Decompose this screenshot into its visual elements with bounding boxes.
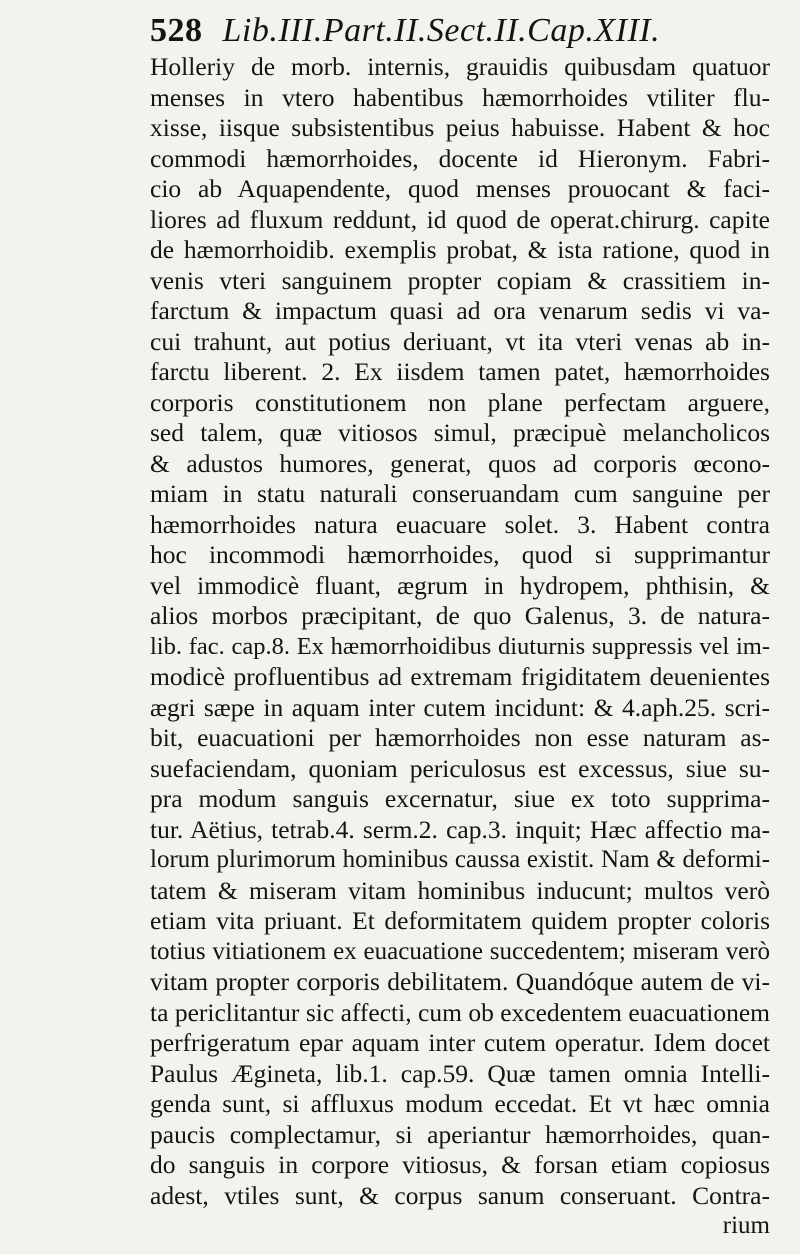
text-line: bit, euacuationi per hæmorrhoides non esse naturam as- (150, 723, 770, 752)
text-line: perfrigeratum epar aquam inter cutem operatur. Idem docet (150, 1028, 770, 1057)
text-line: ta periclitantur sic affecti, cum ob excedentem euacuationem (150, 997, 770, 1027)
text-line: commodi hæmorrhoides, docente id Hieronym. Fabri- (150, 143, 770, 173)
text-line: totius vitiationem ex euacuatione succedentem; miseram verò (150, 937, 770, 965)
text-line: farctum & impactum quasi ad ora venarum sedis vi va- (150, 296, 770, 325)
text-line: ægri sæpe in aquam inter cutem incidunt: & 4.aph.25. scri- (150, 692, 770, 722)
text-line: modicè profluentibus ad extremam frigiditatem deuenientes (150, 662, 770, 691)
text-line: vel immodicè fluant, ægrum in hydropem, phthisin, & (150, 570, 770, 600)
text-line: liores ad fluxum reddunt, id quod de operat.chirurg. capite (150, 204, 770, 234)
running-title: Lib.III.Part.II.Sect.II.Cap.XIII. (222, 12, 661, 49)
text-line: sed talem, quæ vitiosos simul, præcipuè melancholicos (150, 418, 770, 447)
text-line: xisse, iisque subsistentibus peius habuisse. Habent & hoc (150, 113, 770, 142)
text-line: etiam vita priuant. Et deformitatem quidem propter coloris (150, 906, 770, 935)
text-line: cui trahunt, aut potius deriuant, vt ita vteri venas ab in- (150, 326, 770, 356)
catchword: rium (722, 1212, 770, 1239)
text-line: adest, vtiles sunt, & corpus sanum conseruant. Contra- (150, 1180, 770, 1210)
text-line: pra modum sanguis excernatur, siue ex toto supprima- (150, 784, 770, 813)
body-text (150, 52, 770, 1211)
text-line: tatem & miseram vitam hominibus inducunt; multos verò (150, 875, 770, 905)
text-line: & adustos humores, generat, quos ad corporis œcono- (150, 448, 770, 478)
page-number: 528 (150, 12, 203, 49)
text-line: hoc incommodi hæmorrhoides, quod si supprimantur (150, 540, 770, 569)
text-line: genda sunt, si affluxus modum eccedat. Et vt hæc omnia (150, 1089, 770, 1118)
text-line: de hæmorrhoidib. exemplis probat, & ista ratione, quod in (150, 235, 770, 264)
text-line: do sanguis in corpore vitiosus, & forsan etiam copiosus (150, 1150, 770, 1179)
text-line: Holleriy de morb. internis, grauidis quibusdam quatuor (150, 52, 770, 81)
text-line: lib. fac. cap.8. Ex hæmorrhoidibus diuturnis suppressis vel im- (150, 632, 770, 660)
text-line: venis vteri sanguinem propter copiam & crassitiem in- (150, 265, 770, 295)
text-line: tur. Aëtius, tetrab.4. serm.2. cap.3. inquit; Hæc affectio ma- (150, 814, 770, 844)
text-line: corporis constitutionem non plane perfectam arguere, (150, 387, 770, 417)
running-header (150, 10, 770, 52)
text-line: miam in statu naturali conseruandam cum sanguine per (150, 479, 770, 508)
text-line: menses in vtero habentibus hæmorrhoides vtiliter flu- (150, 82, 770, 112)
text-line: hæmorrhoides natura euacuare solet. 3. Habent contra (150, 509, 770, 539)
text-line: Paulus Ægineta, lib.1. cap.59. Quæ tamen omnia Intelli- (150, 1058, 770, 1088)
text-line: suefaciendam, quoniam periculosus est excessus, siue su- (150, 753, 770, 783)
text-line: lorum plurimorum hominibus caussa existit. Nam & deformi- (150, 846, 770, 873)
text-line: paucis complectamur, si aperiantur hæmorrhoides, quan- (150, 1119, 770, 1149)
text-line: alios morbos præcipitant, de quo Galenus, 3. de natura- (150, 601, 770, 630)
text-line: vitam propter corporis debilitatem. Quandóque autem de vi- (150, 967, 770, 996)
text-line: farctu liberent. 2. Ex iisdem tamen patet, hæmorrhoides (150, 357, 770, 386)
text-line: cio ab Aquapendente, quod menses prouocant & faci- (150, 174, 770, 203)
